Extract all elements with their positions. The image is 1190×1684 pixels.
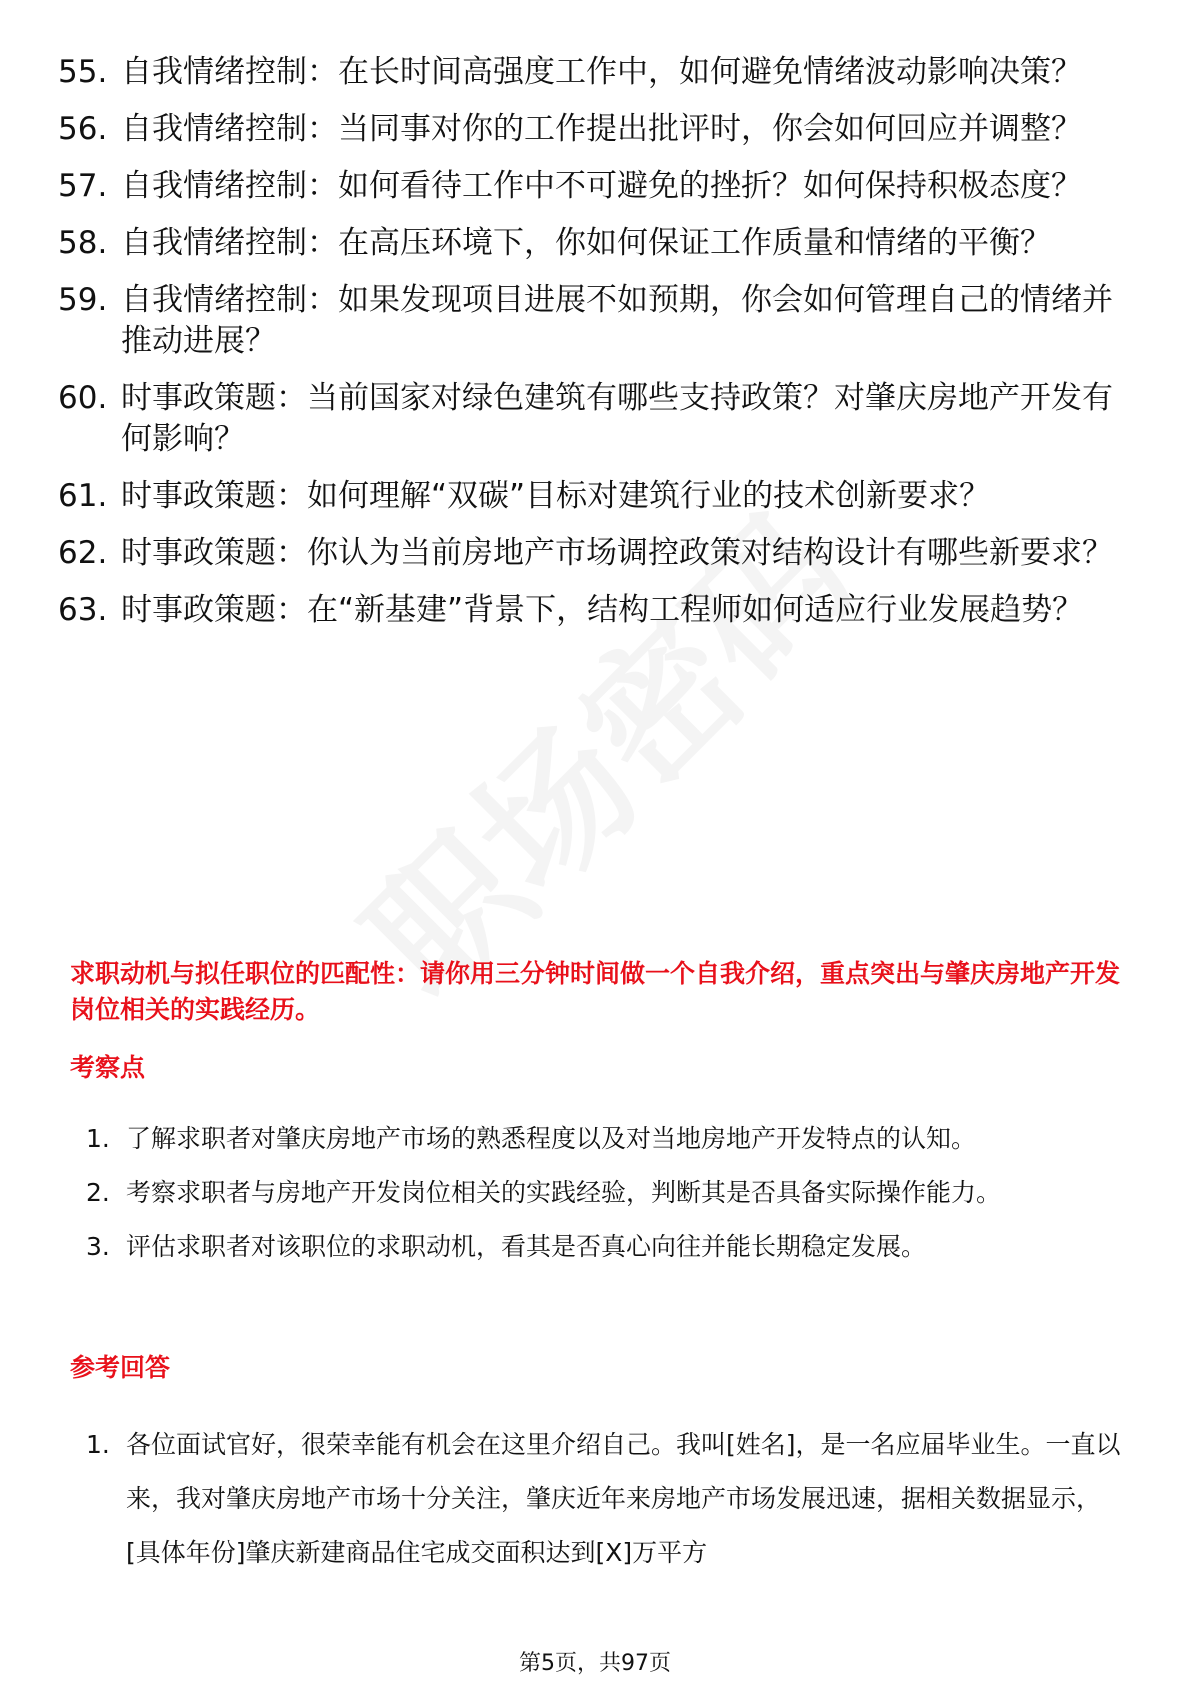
question-number: 55. [58,54,108,90]
question-text: 自我情绪控制：在高压环境下，你如何保证工作质量和情绪的平衡？ [121,225,1051,261]
question-number: 60. [58,380,108,416]
question-text: 自我情绪控制：在长时间高强度工作中，如何避免情绪波动影响决策？ [121,54,1082,90]
answer-list [86,1418,1126,1580]
question-text: 自我情绪控制：如何看待工作中不可避免的挫折？如何保持积极态度？ [121,168,1082,204]
answer-item [86,1418,1126,1580]
question-number: 57. [58,168,108,204]
question-text: 自我情绪控制：当同事对你的工作提出批评时，你会如何回应并调整？ [121,111,1082,147]
answer-number: 1. [86,1430,110,1459]
section-heading: 求职动机与拟任职位的匹配性：请你用三分钟时间做一个自我介绍，重点突出与肇庆房地产开发岗位相关的实践经历。 [70,959,1121,1024]
focus-point-number: 1. [86,1124,110,1153]
question-item [58,590,1128,631]
focus-point-text: 了解求职者对肇庆房地产市场的熟悉程度以及对当地房地产开发特点的认知。 [126,1124,977,1153]
question-number: 63. [58,592,108,628]
focus-point-text: 评估求职者对该职位的求职动机，看其是否真心向往并能长期稳定发展。 [126,1232,927,1261]
question-item [58,378,1128,460]
question-text: 时事政策题：如何理解“双碳”目标对建筑行业的技术创新要求？ [121,478,991,514]
page-footer: 第5页，共97页 [519,1651,671,1676]
focus-point [86,1112,1126,1166]
question-item [58,52,1128,93]
focus-point-number: 2. [86,1178,110,1207]
focus-title: 考察点 [70,1053,146,1082]
focus-point [86,1166,1126,1220]
question-number: 61. [58,478,108,514]
focus-point-number: 3. [86,1232,110,1261]
question-number: 58. [58,225,108,261]
answer-text: 各位面试官好，很荣幸能有机会在这里介绍自己。我叫[姓名]，是一名应届毕业生。一直以来，我对肇庆房地产市场十分关注，肇庆近年来房地产市场发展迅速，据相关数据显示，[具体年份]肇庆新建商品住宅成交面积达到[X]万平方 [126,1430,1121,1567]
focus-points-list [86,1112,1126,1274]
question-text: 时事政策题：在“新基建”背景下，结构工程师如何适应行业发展趋势？ [121,592,1084,628]
answer-title: 参考回答 [70,1353,171,1382]
question-text: 时事政策题：你认为当前房地产市场调控政策对结构设计有哪些新要求？ [121,535,1113,571]
question-number: 59. [58,282,108,318]
question-number: 56. [58,111,108,147]
focus-point-text: 考察求职者与房地产开发岗位相关的实践经验，判断其是否具备实际操作能力。 [126,1178,1002,1207]
question-text: 时事政策题：当前国家对绿色建筑有哪些支持政策？对肇庆房地产开发有何影响？ [121,380,1113,457]
question-list [58,52,1128,647]
question-item [58,476,1128,517]
question-text: 自我情绪控制：如果发现项目进展不如预期，你会如何管理自己的情绪并推动进展？ [121,282,1113,359]
question-item [58,223,1128,264]
question-item [58,109,1128,150]
question-number: 62. [58,535,108,571]
question-item [58,280,1128,362]
question-item [58,533,1128,574]
focus-point [86,1220,1126,1274]
question-item [58,166,1128,207]
